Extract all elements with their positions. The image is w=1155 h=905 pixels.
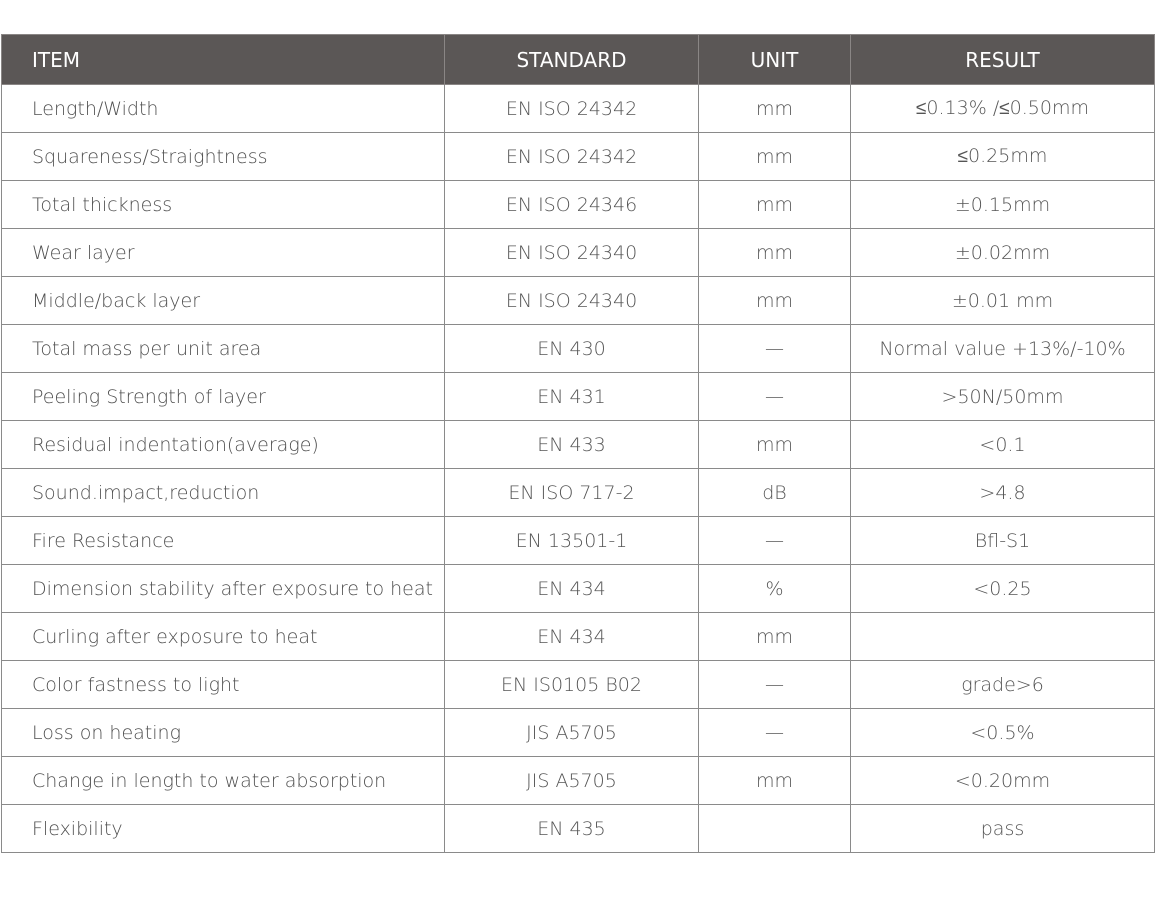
cell-unit: mm xyxy=(699,85,851,133)
cell-result: ≤0.25mm xyxy=(851,133,1155,181)
table-row xyxy=(2,325,1155,373)
cell-item: Flexibility xyxy=(2,805,445,853)
cell-item: Dimension stability after exposure to heat xyxy=(2,565,445,613)
cell-standard: EN 430 xyxy=(445,325,699,373)
table-row xyxy=(2,805,1155,853)
cell-standard: EN ISO 24342 xyxy=(445,133,699,181)
cell-unit: mm xyxy=(699,181,851,229)
table-row xyxy=(2,229,1155,277)
cell-standard: EN 13501-1 xyxy=(445,517,699,565)
table-row xyxy=(2,181,1155,229)
cell-item: Wear layer xyxy=(2,229,445,277)
cell-result: <0.5% xyxy=(851,709,1155,757)
cell-standard: EN ISO 24340 xyxy=(445,229,699,277)
cell-unit: dB xyxy=(699,469,851,517)
table-row xyxy=(2,421,1155,469)
cell-standard: EN ISO 24342 xyxy=(445,85,699,133)
cell-item: Total thickness xyxy=(2,181,445,229)
cell-item: Squareness/Straightness xyxy=(2,133,445,181)
cell-result: <0.20mm xyxy=(851,757,1155,805)
cell-result: <0.1 xyxy=(851,421,1155,469)
table-header xyxy=(2,35,1155,85)
cell-standard: EN ISO 24346 xyxy=(445,181,699,229)
cell-unit: mm xyxy=(699,757,851,805)
cell-result xyxy=(851,613,1155,661)
header-standard: STANDARD xyxy=(445,35,699,85)
cell-item: Color fastness to light xyxy=(2,661,445,709)
table-row xyxy=(2,85,1155,133)
cell-result: >50N/50mm xyxy=(851,373,1155,421)
cell-result: >4.8 xyxy=(851,469,1155,517)
header-item: ITEM xyxy=(2,35,445,85)
cell-unit: — xyxy=(699,325,851,373)
cell-item: Middle/back layer xyxy=(2,277,445,325)
table-row xyxy=(2,517,1155,565)
cell-result: Bfl-S1 xyxy=(851,517,1155,565)
cell-item: Length/Width xyxy=(2,85,445,133)
cell-unit xyxy=(699,805,851,853)
cell-unit: mm xyxy=(699,133,851,181)
table-row xyxy=(2,709,1155,757)
cell-item: Peeling Strength of layer xyxy=(2,373,445,421)
cell-item: Loss on heating xyxy=(2,709,445,757)
cell-item: Residual indentation(average) xyxy=(2,421,445,469)
table-row xyxy=(2,565,1155,613)
cell-result: <0.25 xyxy=(851,565,1155,613)
cell-standard: EN ISO 24340 xyxy=(445,277,699,325)
cell-unit: — xyxy=(699,373,851,421)
cell-result: ±0.15mm xyxy=(851,181,1155,229)
cell-result: ≤0.13% /≤0.50mm xyxy=(851,85,1155,133)
cell-standard: JIS A5705 xyxy=(445,709,699,757)
cell-standard: EN 435 xyxy=(445,805,699,853)
cell-unit: — xyxy=(699,709,851,757)
cell-unit: mm xyxy=(699,613,851,661)
cell-standard: EN 431 xyxy=(445,373,699,421)
cell-unit: — xyxy=(699,517,851,565)
cell-standard: JIS A5705 xyxy=(445,757,699,805)
cell-standard: EN ISO 717-2 xyxy=(445,469,699,517)
table-row xyxy=(2,277,1155,325)
cell-item: Fire Resistance xyxy=(2,517,445,565)
cell-unit: mm xyxy=(699,277,851,325)
header-result: RESULT xyxy=(851,35,1155,85)
header-unit: UNIT xyxy=(699,35,851,85)
table-row xyxy=(2,661,1155,709)
cell-item: Total mass per unit area xyxy=(2,325,445,373)
cell-result: pass xyxy=(851,805,1155,853)
cell-item: Sound.impact,reduction xyxy=(2,469,445,517)
cell-unit: mm xyxy=(699,421,851,469)
cell-standard: EN 434 xyxy=(445,565,699,613)
cell-unit: mm xyxy=(699,229,851,277)
table-row xyxy=(2,613,1155,661)
table-row xyxy=(2,469,1155,517)
cell-standard: EN IS0105 B02 xyxy=(445,661,699,709)
cell-result: Normal value +13%/-10% xyxy=(851,325,1155,373)
table-row xyxy=(2,133,1155,181)
cell-result: grade>6 xyxy=(851,661,1155,709)
cell-item: Curling after exposure to heat xyxy=(2,613,445,661)
cell-standard: EN 433 xyxy=(445,421,699,469)
cell-item: Change in length to water absorption xyxy=(2,757,445,805)
table-body xyxy=(2,85,1155,853)
header-row xyxy=(2,35,1155,85)
specification-table xyxy=(1,34,1155,853)
cell-standard: EN 434 xyxy=(445,613,699,661)
cell-unit: — xyxy=(699,661,851,709)
cell-result: ±0.01 mm xyxy=(851,277,1155,325)
cell-unit: % xyxy=(699,565,851,613)
table-row xyxy=(2,757,1155,805)
table-row xyxy=(2,373,1155,421)
cell-result: ±0.02mm xyxy=(851,229,1155,277)
